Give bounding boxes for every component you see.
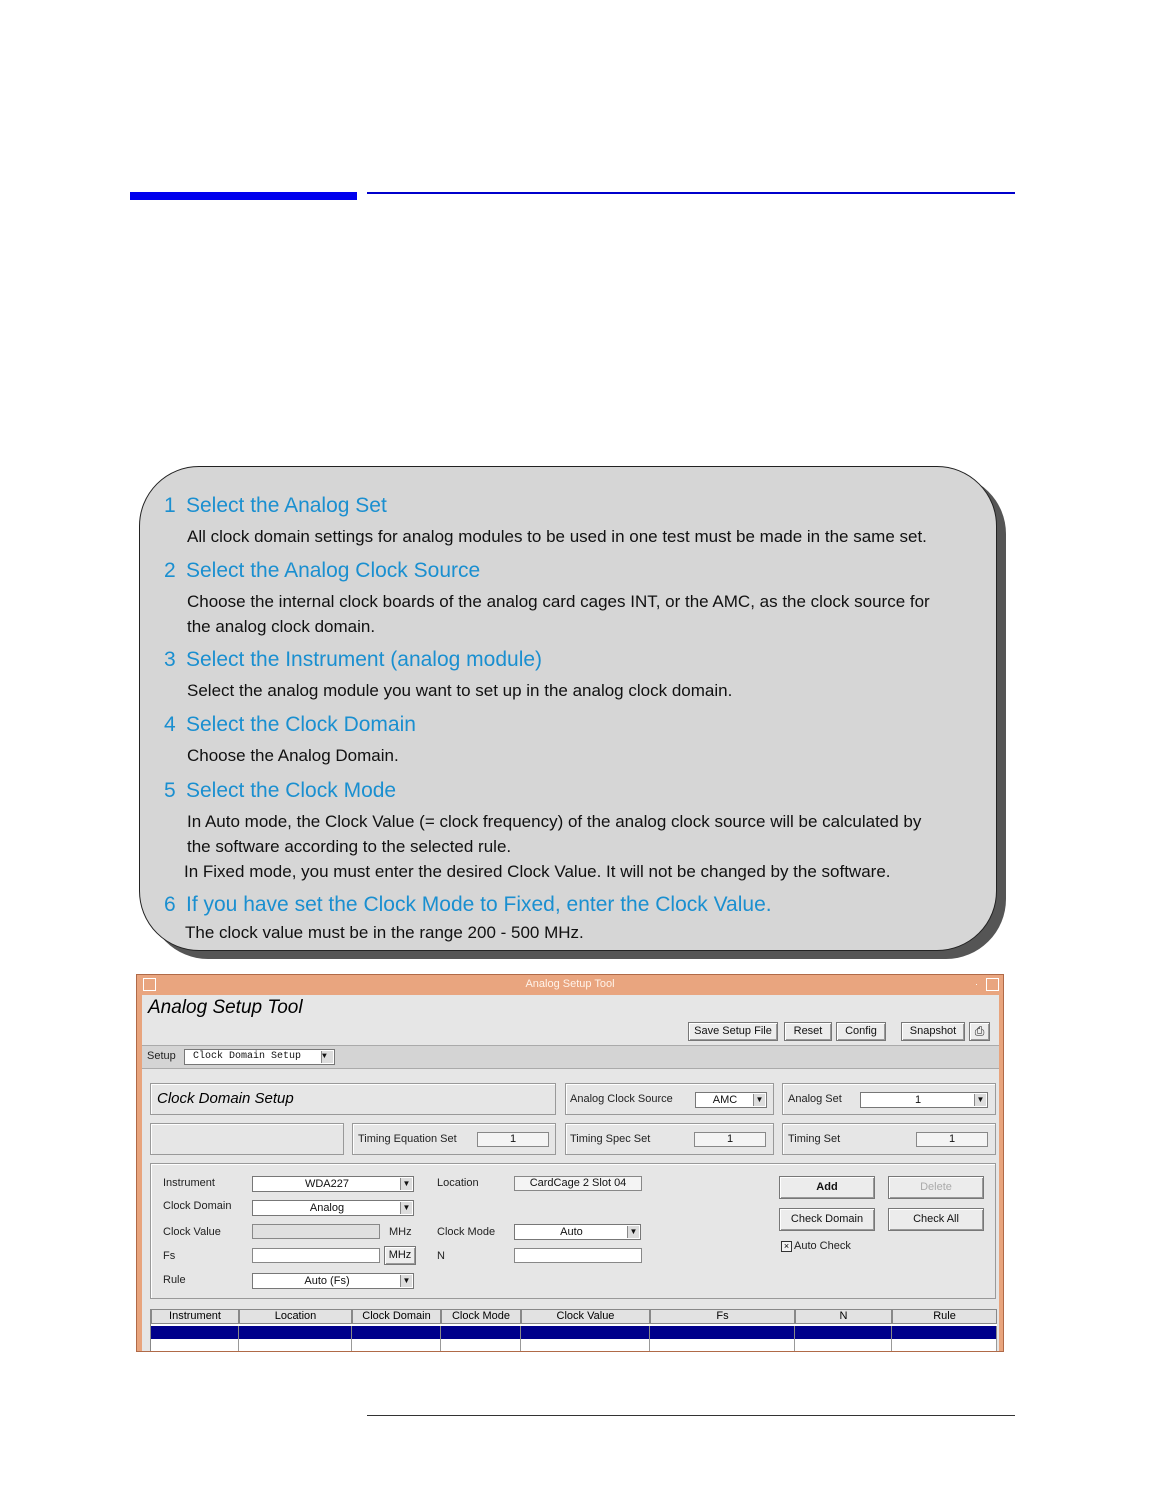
timing-equation-set-label: Timing Equation Set bbox=[358, 1133, 457, 1145]
clock-domain-select[interactable] bbox=[252, 1200, 414, 1216]
step-number: 3 bbox=[164, 648, 176, 671]
n-field[interactable] bbox=[514, 1248, 642, 1263]
clock-mode-value: Auto bbox=[560, 1226, 583, 1238]
chevron-down-icon: ▼ bbox=[627, 1226, 639, 1238]
location-label: Location bbox=[437, 1177, 479, 1189]
table-row[interactable] bbox=[151, 1326, 997, 1339]
timing-spec-set-panel bbox=[565, 1123, 774, 1155]
instrument-form-panel bbox=[150, 1163, 996, 1299]
step-number: 6 bbox=[164, 893, 176, 916]
chevron-down-icon: ▼ bbox=[753, 1094, 765, 1106]
step-description: The clock value must be in the range 200 - 500 MHz. bbox=[185, 923, 584, 942]
step-number: 5 bbox=[164, 779, 176, 802]
step-title: Select the Analog Clock Source bbox=[186, 559, 481, 582]
timing-equation-set-field[interactable]: 1 bbox=[477, 1132, 549, 1147]
reset-button[interactable]: Reset bbox=[784, 1022, 832, 1041]
config-button[interactable]: Config bbox=[836, 1022, 886, 1041]
clock-value-label: Clock Value bbox=[163, 1226, 221, 1238]
step-title: Select the Analog Set bbox=[186, 494, 387, 517]
step-title: Select the Clock Domain bbox=[186, 713, 416, 736]
column-header[interactable]: Fs bbox=[650, 1309, 795, 1324]
timing-spec-set-label: Timing Spec Set bbox=[570, 1133, 651, 1145]
print-icon[interactable]: ⎙ bbox=[969, 1022, 990, 1041]
column-header[interactable]: Clock Value bbox=[521, 1309, 650, 1324]
step-number: 2 bbox=[164, 559, 176, 582]
setup-bar bbox=[142, 1045, 999, 1069]
analog-set-value: 1 bbox=[914, 1094, 922, 1106]
footer-rule bbox=[367, 1415, 1015, 1416]
step-description: Choose the internal clock boards of the analog card cages INT, or the AMC, as the clock source for the analog clock domain. bbox=[187, 592, 930, 636]
clock-value-unit: MHz bbox=[389, 1226, 412, 1238]
check-all-button[interactable]: Check All bbox=[888, 1208, 984, 1231]
chevron-down-icon: ▼ bbox=[400, 1275, 412, 1287]
clock-mode-select[interactable] bbox=[514, 1224, 641, 1240]
blank-panel bbox=[150, 1123, 344, 1155]
window-title: Analog Setup Tool bbox=[525, 978, 615, 990]
auto-check-checkbox[interactable]: × bbox=[781, 1241, 792, 1252]
setup-select-value: Clock Domain Setup bbox=[193, 1051, 302, 1062]
clock-domain-value: Analog bbox=[309, 1202, 345, 1214]
minimize-icon[interactable]: · bbox=[975, 979, 978, 989]
clock-value-field[interactable] bbox=[252, 1224, 380, 1239]
section-title: Clock Domain Setup bbox=[157, 1090, 294, 1107]
analog-set-select[interactable] bbox=[860, 1092, 988, 1108]
setup-select[interactable] bbox=[184, 1049, 335, 1065]
section-title-panel bbox=[150, 1083, 556, 1115]
clock-domain-table bbox=[150, 1309, 997, 1352]
instrument-label: Instrument bbox=[163, 1177, 215, 1189]
save-setup-file-button[interactable]: Save Setup File bbox=[688, 1022, 778, 1041]
snapshot-button[interactable]: Snapshot bbox=[901, 1022, 965, 1041]
app-title: Analog Setup Tool bbox=[148, 997, 303, 1018]
auto-check-label: Auto Check bbox=[794, 1240, 851, 1252]
step-title: Select the Clock Mode bbox=[186, 779, 397, 802]
column-header[interactable]: Location bbox=[239, 1309, 352, 1324]
chevron-down-icon: ▼ bbox=[400, 1202, 412, 1214]
column-header[interactable]: Clock Domain bbox=[352, 1309, 441, 1324]
step-description: Select the analog module you want to set up in the analog clock domain. bbox=[187, 681, 733, 700]
maximize-icon[interactable] bbox=[986, 978, 999, 991]
n-label: N bbox=[437, 1250, 445, 1262]
add-button[interactable]: Add bbox=[779, 1176, 875, 1199]
step-description: All clock domain settings for analog modules to be used in one test must be made in the same set. bbox=[187, 527, 927, 546]
delete-button[interactable]: Delete bbox=[888, 1176, 984, 1199]
clock-source-panel bbox=[565, 1083, 774, 1115]
timing-set-field[interactable]: 1 bbox=[916, 1132, 988, 1147]
rule-select[interactable] bbox=[252, 1273, 414, 1289]
header-rule bbox=[367, 192, 1015, 194]
fs-label: Fs bbox=[163, 1250, 176, 1262]
fs-field[interactable] bbox=[252, 1248, 380, 1263]
analog-setup-tool-window bbox=[136, 974, 1004, 1352]
analog-clock-source-select[interactable] bbox=[695, 1092, 767, 1108]
instrument-select[interactable] bbox=[252, 1176, 414, 1192]
column-header[interactable]: Clock Mode bbox=[441, 1309, 521, 1324]
window-client bbox=[142, 995, 999, 1352]
chevron-down-icon: ▼ bbox=[974, 1094, 986, 1106]
column-header[interactable]: Rule bbox=[892, 1309, 997, 1324]
step-title: Select the Instrument (analog module) bbox=[186, 648, 543, 671]
step-description: In Auto mode, the Clock Value (= clock frequency) of the analog clock source will be calculated by the software according to the selected rule. In Fixed mode, you must enter the desired Clock Value. It will not be changed by the software. bbox=[184, 812, 922, 881]
timing-set-label: Timing Set bbox=[788, 1133, 841, 1145]
analog-set-panel bbox=[782, 1083, 996, 1115]
timing-equation-set-panel bbox=[352, 1123, 556, 1155]
clock-mode-label: Clock Mode bbox=[437, 1226, 496, 1238]
timing-set-panel bbox=[782, 1123, 996, 1155]
fs-unit-button[interactable]: MHz bbox=[384, 1246, 416, 1265]
location-field: CardCage 2 Slot 04 bbox=[514, 1176, 642, 1191]
rule-label: Rule bbox=[163, 1274, 186, 1286]
analog-clock-source-value: AMC bbox=[712, 1094, 738, 1106]
step-number: 4 bbox=[164, 713, 176, 736]
step-number: 1 bbox=[164, 494, 176, 517]
table-row[interactable] bbox=[151, 1339, 997, 1352]
chevron-down-icon: ▼ bbox=[400, 1178, 412, 1190]
check-domain-button[interactable]: Check Domain bbox=[779, 1208, 875, 1231]
chevron-down-icon: ▼ bbox=[321, 1051, 333, 1063]
instruction-callout bbox=[139, 466, 997, 951]
analog-set-label: Analog Set bbox=[788, 1093, 842, 1105]
column-header[interactable]: Instrument bbox=[151, 1309, 239, 1324]
column-header[interactable]: N bbox=[795, 1309, 892, 1324]
step-title: If you have set the Clock Mode to Fixed, enter the Clock Value. bbox=[186, 893, 772, 916]
window-titlebar[interactable] bbox=[137, 975, 1003, 995]
clock-domain-label: Clock Domain bbox=[163, 1200, 232, 1212]
setup-label: Setup bbox=[147, 1050, 176, 1062]
analog-clock-source-label: Analog Clock Source bbox=[570, 1093, 673, 1105]
rule-value: Auto (Fs) bbox=[304, 1275, 350, 1287]
step-description: Choose the Analog Domain. bbox=[187, 746, 399, 765]
timing-spec-set-field[interactable]: 1 bbox=[694, 1132, 766, 1147]
instrument-value: WDA227 bbox=[304, 1178, 350, 1190]
header-accent-bar bbox=[130, 192, 357, 200]
